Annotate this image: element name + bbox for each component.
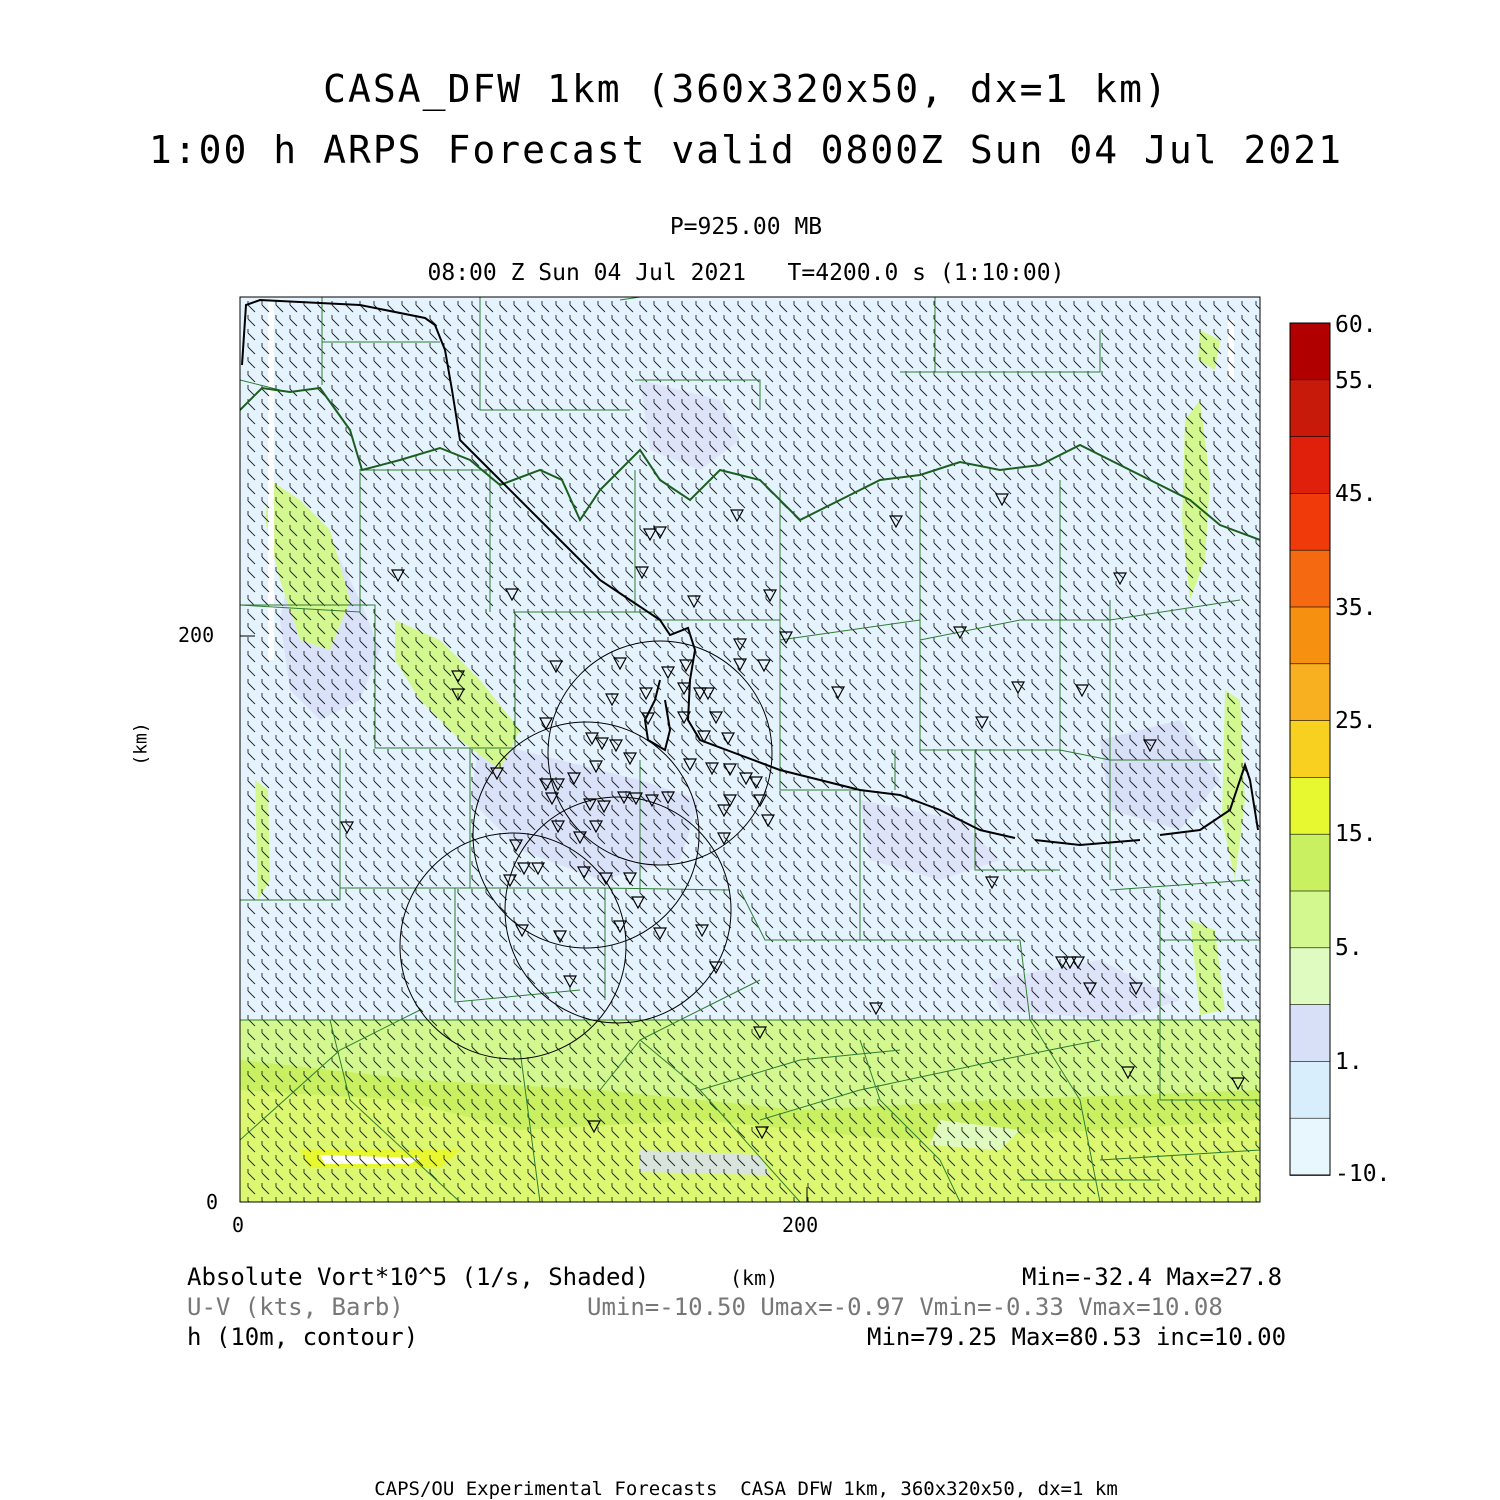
colorbar-label-minus10: -10. <box>1335 1161 1391 1187</box>
colorbar-swatch <box>1290 607 1330 664</box>
colorbar-swatch <box>1290 834 1330 891</box>
colorbar-swatch <box>1290 1005 1330 1062</box>
colorbar-label-35: 35. <box>1335 595 1377 621</box>
legend-vorticity-range: Min=-32.4 Max=27.8 <box>1022 1263 1283 1291</box>
y-axis-label: (km) <box>130 722 152 766</box>
colorbar-swatch <box>1290 721 1330 778</box>
colorbar-label-55: 55. <box>1335 368 1377 394</box>
legend-wind: U-V (kts, Barb) <box>187 1293 404 1321</box>
colorbar-swatch <box>1290 891 1330 948</box>
pressure-level: P=925.00 MB <box>669 214 823 240</box>
title-line-1: CASA_DFW 1km (360x320x50, dx=1 km) <box>323 67 1169 111</box>
colorbar-label-60: 60. <box>1335 312 1377 338</box>
x-axis-label: (km) <box>730 1266 779 1290</box>
colorbar-swatch <box>1290 380 1330 437</box>
colorbar-swatch <box>1290 550 1330 607</box>
colorbar-swatch <box>1290 664 1330 721</box>
colorbar-label-15: 15. <box>1335 821 1377 847</box>
colorbar-swatch <box>1290 437 1330 494</box>
colorbar-label-25: 25. <box>1335 708 1377 734</box>
colorbar-label-5: 5. <box>1335 935 1363 961</box>
y-tick-0: 0 <box>206 1190 219 1214</box>
colorbar-swatch <box>1290 777 1330 834</box>
legend-wind-range: Umin=-10.50 Umax=-0.97 Vmin=-0.33 Vmax=10.08 <box>587 1293 1223 1321</box>
legend-height: h (10m, contour) <box>187 1323 419 1351</box>
footer-credit: CAPS/OU Experimental Forecasts CASA DFW 1km, 360x320x50, dx=1 km <box>374 1478 1118 1500</box>
colorbar-swatch <box>1290 323 1330 380</box>
x-tick-200: 200 <box>782 1213 819 1237</box>
title-line-2: 1:00 h ARPS Forecast valid 0800Z Sun 04 Jul 2021 <box>148 128 1344 172</box>
valid-time: 08:00 Z Sun 04 Jul 2021 T=4200.0 s (1:10:00) <box>427 260 1065 286</box>
legend-vorticity: Absolute Vort*10^5 (1/s, Shaded) <box>187 1263 650 1291</box>
y-tick-200: 200 <box>178 623 215 647</box>
x-tick-0: 0 <box>232 1213 245 1237</box>
colorbar-swatch <box>1290 1061 1330 1118</box>
colorbar-label-45: 45. <box>1335 481 1377 507</box>
colorbar-label-1: 1. <box>1335 1049 1363 1075</box>
colorbar-swatch <box>1290 1118 1330 1175</box>
colorbar-swatch <box>1290 948 1330 1005</box>
legend-height-range: Min=79.25 Max=80.53 inc=10.00 <box>867 1323 1287 1351</box>
colorbar-swatch <box>1290 493 1330 550</box>
